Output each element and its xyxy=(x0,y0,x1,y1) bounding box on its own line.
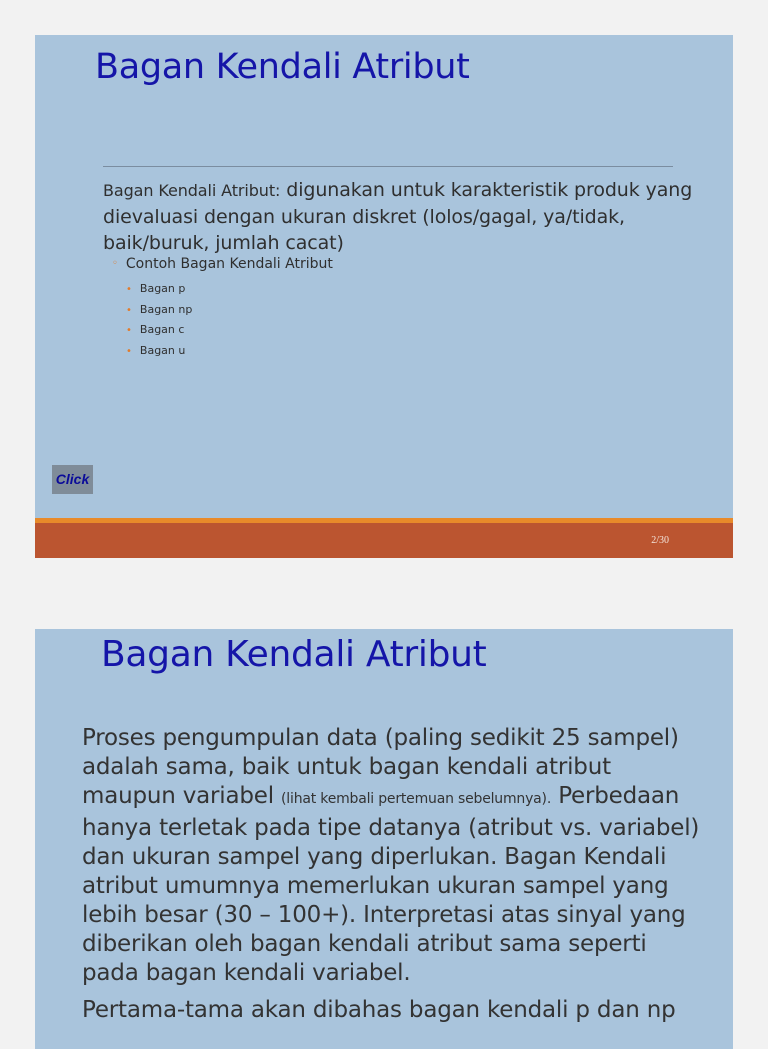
sub-bullet-label: Bagan c xyxy=(139,323,185,336)
slide-2 xyxy=(35,629,733,1049)
lead-text: digunakan untuk karakteristik produk yang dievaluasi dengan ukuran diskret (lolos/gagal, ya/tidak, baik/buruk, jumlah cacat) xyxy=(103,179,693,254)
paragraph-text: Perbedaan hanya terletak pada tipe datanya (atribut vs. variabel) dan ukuran sampel yang diperlukan. Bagan Kendali atribut umumnya memerlukan ukuran sampel yang lebih besar (30 – 100+). Interpretasi atas sinyal yang diberikan oleh bagan kendali atribut sama seperti pada bagan kendali variabel. xyxy=(82,783,700,986)
sub-bullet-label: Bagan u xyxy=(139,344,186,357)
sub-bullet-item xyxy=(126,344,185,357)
click-button[interactable]: Click xyxy=(52,465,93,494)
paragraph-note: (lihat kembali pertemuan sebelumnya). xyxy=(281,791,552,807)
slide-1 xyxy=(35,35,733,558)
sub-bullet-label: Bagan p xyxy=(139,282,186,295)
title-divider xyxy=(103,166,673,167)
dot-bullet-icon: • xyxy=(126,325,132,336)
sub-bullet-item xyxy=(126,323,184,336)
slide-title: Bagan Kendali Atribut xyxy=(95,47,470,87)
bullet-item xyxy=(112,256,333,272)
page-number: 2/30 xyxy=(651,535,669,546)
dot-bullet-icon: • xyxy=(126,305,132,316)
paragraph-text: Proses pengumpulan data (paling sedikit 25 sampel) adalah sama, baik untuk bagan kendali atribut maupun variabel xyxy=(82,725,679,809)
slide-title: Bagan Kendali Atribut xyxy=(101,634,487,675)
footer-bar xyxy=(35,523,733,558)
dot-bullet-icon: • xyxy=(126,346,132,357)
slide-body-text xyxy=(103,177,693,256)
sub-bullet-item xyxy=(126,303,192,316)
bullet-label: Contoh Bagan Kendali Atribut xyxy=(125,256,333,272)
paragraph xyxy=(82,724,708,988)
sub-bullet-label: Bagan np xyxy=(139,303,193,316)
lead-label: Bagan Kendali Atribut: xyxy=(103,181,281,200)
paragraph: Pertama-tama akan dibahas bagan kendali p dan np xyxy=(82,997,676,1023)
sub-bullet-item xyxy=(126,282,185,295)
dot-bullet-icon: • xyxy=(126,284,132,295)
circle-bullet-icon: ◦ xyxy=(112,258,118,269)
slide-body-text xyxy=(82,724,708,1033)
